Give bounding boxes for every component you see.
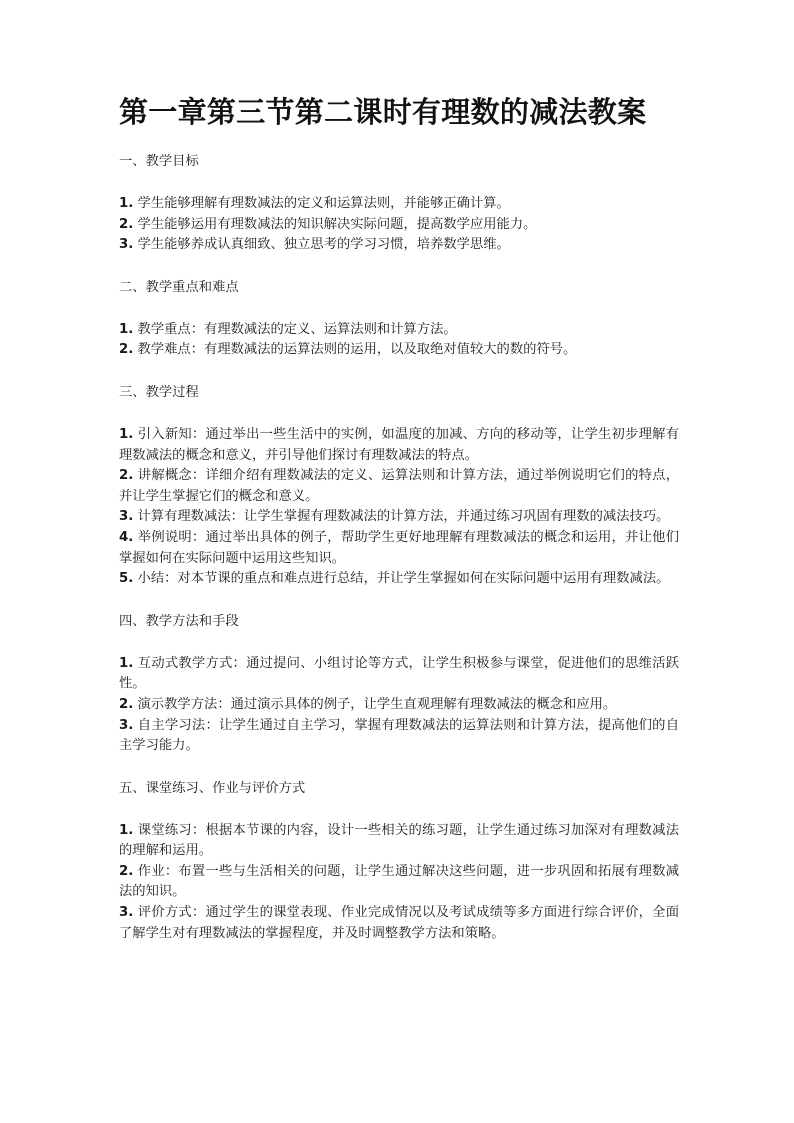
item-number: 1. bbox=[119, 196, 134, 211]
section-teaching-methods bbox=[119, 612, 679, 757]
item-number: 2. bbox=[119, 696, 134, 712]
item-number: 1. bbox=[119, 655, 134, 671]
section-teaching-goals bbox=[119, 152, 679, 256]
section-items bbox=[119, 194, 679, 256]
list-item bbox=[119, 235, 679, 256]
document-page bbox=[119, 92, 679, 966]
item-text: 评价方式：通过学生的课堂表现、作业完成情况以及考试成绩等多方面进行综合评价，全面了解学生对有理数减法的掌握程度，并及时调整教学方法和策略。 bbox=[119, 905, 679, 941]
item-text: 作业：布置一些与生活相关的问题，让学生通过解决这些问题，进一步巩固和拓展有理数减法的知识。 bbox=[119, 863, 679, 900]
item-text: 引入新知：通过举出一些生活中的实例，如温度的加减、方向的移动等，让学生初步理解有理数减法的概念和意义，并引导他们探讨有理数减法的特点。 bbox=[119, 426, 679, 463]
section-items bbox=[119, 654, 679, 757]
item-number: 3. bbox=[119, 509, 134, 525]
item-text: 学生能够运用有理数减法的知识解决实际问题，提高数学应用能力。 bbox=[133, 216, 537, 232]
item-text: 学生能够理解有理数减法的定义和运算法则，并能够正确计算。 bbox=[133, 196, 510, 211]
list-item bbox=[119, 528, 679, 569]
list-item bbox=[119, 466, 679, 507]
item-number: 3. bbox=[119, 237, 134, 253]
item-text: 计算有理数减法：让学生掌握有理数减法的计算方法，并通过练习巩固有理数的减法技巧。 bbox=[133, 509, 670, 525]
item-number: 2. bbox=[119, 863, 134, 879]
section-items bbox=[119, 320, 679, 361]
list-item bbox=[119, 654, 679, 695]
item-number: 1. bbox=[119, 426, 134, 442]
item-number: 4. bbox=[119, 529, 134, 545]
item-text: 举例说明：通过举出具体的例子，帮助学生更好地理解有理数减法的概念和运用，并让他们掌握如何在实际问题中运用这些知识。 bbox=[119, 529, 679, 566]
section-items bbox=[119, 425, 679, 590]
item-number: 3. bbox=[119, 905, 134, 921]
item-text: 互动式教学方式：通过提问、小组讨论等方式，让学生积极参与课堂，促进他们的思维活跃性。 bbox=[119, 655, 679, 692]
section-key-points bbox=[119, 278, 679, 361]
section-heading: 二、教学重点和难点 bbox=[119, 279, 239, 295]
item-text: 演示教学方法：通过演示具体的例子，让学生直观理解有理数减法的概念和应用。 bbox=[133, 696, 617, 712]
list-item bbox=[119, 821, 679, 862]
item-number: 1. bbox=[119, 822, 134, 838]
section-practice-homework-evaluation bbox=[119, 779, 679, 945]
section-items bbox=[119, 821, 679, 945]
section-heading: 三、教学过程 bbox=[119, 384, 199, 400]
item-text: 课堂练习：根据本节课的内容，设计一些相关的练习题，让学生通过练习加深对有理数减法的理解和运用。 bbox=[119, 822, 679, 859]
list-item bbox=[119, 215, 679, 236]
list-item bbox=[119, 194, 679, 215]
item-number: 1. bbox=[119, 321, 134, 337]
document-title: 第一章第三节第二课时有理数的减法教案 bbox=[119, 95, 647, 129]
item-text: 教学难点：有理数减法的运算法则的运用，以及取绝对值较大的数的符号。 bbox=[133, 342, 577, 358]
list-item bbox=[119, 340, 679, 361]
list-item bbox=[119, 903, 679, 944]
item-text: 学生能够养成认真细致、独立思考的学习习惯，培养数学思维。 bbox=[133, 237, 510, 253]
item-number: 5. bbox=[119, 571, 134, 587]
list-item bbox=[119, 569, 679, 590]
item-number: 2. bbox=[119, 216, 134, 232]
section-heading: 一、教学目标 bbox=[119, 154, 199, 169]
section-heading: 五、课堂练习、作业与评价方式 bbox=[119, 780, 306, 796]
list-item bbox=[119, 862, 679, 903]
item-text: 教学重点：有理数减法的定义、运算法则和计算方法。 bbox=[133, 321, 457, 337]
item-number: 3. bbox=[119, 717, 134, 733]
list-item bbox=[119, 716, 679, 757]
section-teaching-process bbox=[119, 383, 679, 590]
list-item bbox=[119, 695, 679, 716]
item-number: 2. bbox=[119, 342, 134, 358]
item-text: 自主学习法：让学生通过自主学习，掌握有理数减法的运算法则和计算方法，提高他们的自主学习能力。 bbox=[119, 717, 679, 754]
section-heading: 四、教学方法和手段 bbox=[119, 613, 239, 629]
item-text: 小结：对本节课的重点和难点进行总结，并让学生掌握如何在实际问题中运用有理数减法。 bbox=[133, 571, 670, 587]
item-number: 2. bbox=[119, 468, 134, 484]
item-text: 讲解概念：详细介绍有理数减法的定义、运算法则和计算方法，通过举例说明它们的特点，并让学生掌握它们的概念和意义。 bbox=[119, 468, 679, 504]
list-item bbox=[119, 425, 679, 466]
list-item bbox=[119, 320, 679, 341]
list-item bbox=[119, 507, 679, 528]
